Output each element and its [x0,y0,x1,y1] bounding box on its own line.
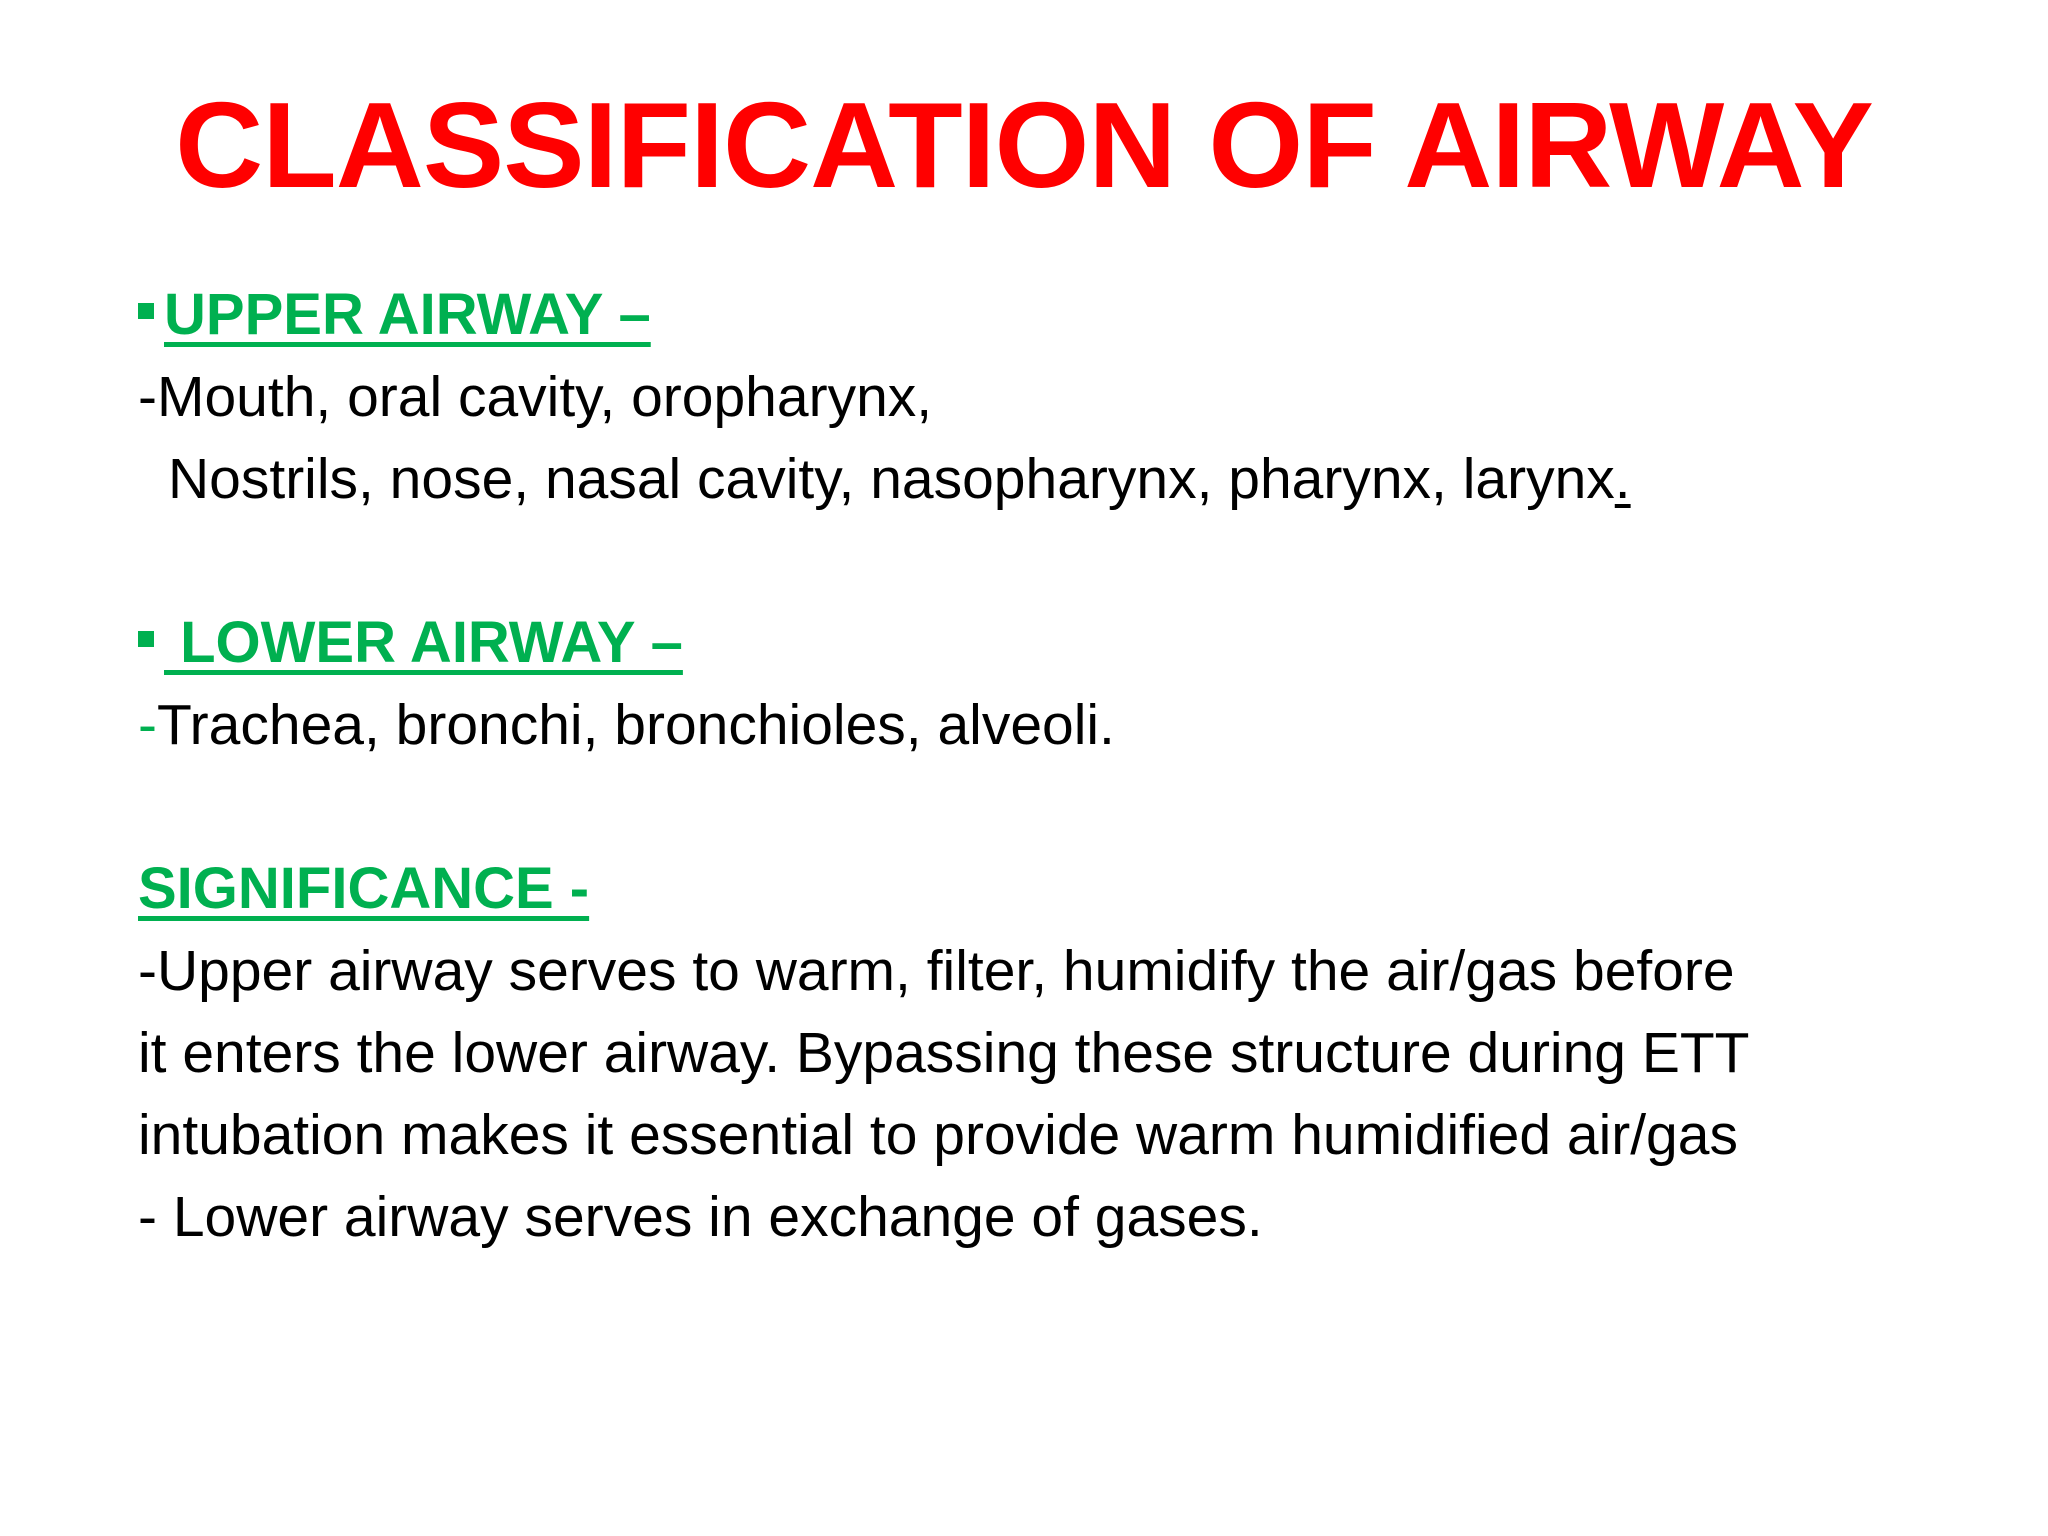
significance-line-3: intubation makes it essential to provide warm humidified air/gas [138,1103,1738,1167]
significance-line-1: -Upper airway serves to warm, filter, humidify the air/gas before [138,939,1735,1003]
significance-line-4: - Lower airway serves in exchange of gases. [138,1185,1263,1249]
significance-heading-label: SIGNIFICANCE - [138,856,590,921]
upper-airway-line-2 [168,438,1631,520]
significance-paragraph [138,930,1938,1258]
lower-airway-line-1 [138,684,1115,766]
lower-airway-heading-label: LOWER AIRWAY – [164,610,683,675]
slide-title: CLASSIFICATION OF AIRWAY [175,77,1873,213]
upper-airway-heading-label: UPPER AIRWAY – [164,282,651,347]
upper-airway-line-2-period: . [1614,447,1631,511]
upper-airway-line-1: -Mouth, oral cavity, oropharynx, [138,365,933,429]
lower-airway-dash: - [138,693,157,757]
lower-airway-heading [138,608,683,678]
lower-airway-line-1-text: Trachea, bronchi, bronchioles, alveoli. [156,693,1115,757]
square-bullet-icon [138,303,154,319]
significance-line-2: it enters the lower airway. Bypassing these structure during ETT [138,1021,1750,1085]
upper-airway-line-2-text: Nostrils, nose, nasal cavity, nasopharynx, pharynx, larynx [168,447,1615,511]
significance-heading [138,854,589,924]
upper-airway-heading [138,280,651,350]
square-bullet-icon [138,631,154,647]
